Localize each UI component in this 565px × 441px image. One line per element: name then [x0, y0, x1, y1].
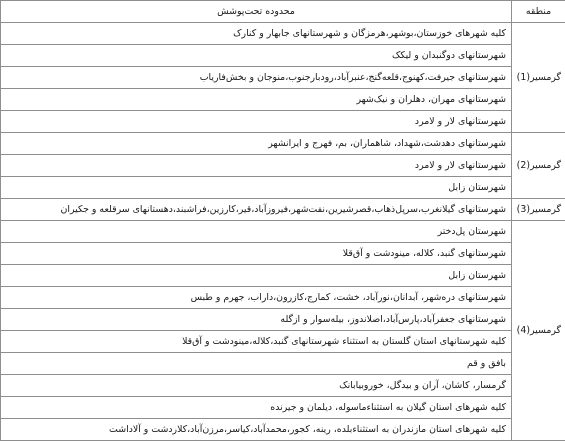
region-column-header: منطقه [512, 1, 565, 23]
coverage-cell: شهرستانهای دوگنبدان و لیکک [1, 45, 512, 67]
coverage-cell: شهرستانهای لار و لامرد [1, 111, 512, 133]
coverage-cell: شهرستانهای مهران، دهلران و نیک‌شهر [1, 89, 512, 111]
table-row [1, 419, 565, 441]
coverage-cell: شهرستان پل‌دختر [1, 221, 512, 243]
table-row [1, 375, 565, 397]
coverage-cell: شهرستانهای جعفرآباد،پارس‌آباد،اصلاندوز، بیله‌سوار و ازگله [1, 309, 512, 331]
coverage-cell: شهرستانهای دهدشت،شهداد، شاهماران، بم، فهرج و ایرانشهر [1, 133, 512, 155]
region-cell: گرمسیر(4) [512, 221, 565, 441]
table-row [1, 397, 565, 419]
table-body [1, 23, 565, 441]
coverage-cell: بافق و قم [1, 353, 512, 375]
coverage-column-header: محدوده تحت‌پوشش [1, 1, 512, 23]
table-row [1, 221, 565, 243]
table-row [1, 155, 565, 177]
table-row [1, 265, 565, 287]
table-row [1, 23, 565, 45]
table-row [1, 133, 565, 155]
coverage-cell: شهرستانهای جیرفت،کهنوج،قلعه‌گنج،عنبرآباد،رودبارجنوب،منوجان و بخش‌فاریاب [1, 67, 512, 89]
table-row [1, 309, 565, 331]
table-header-row [1, 1, 565, 23]
table-row [1, 353, 565, 375]
coverage-cell: کلیه شهرهای استان گیلان به استثناءماسوله، دیلمان و جیرنده [1, 397, 512, 419]
table-row [1, 199, 565, 221]
table-row [1, 45, 565, 67]
table-row [1, 89, 565, 111]
table-row [1, 177, 565, 199]
coverage-cell: شهرستانهای دره‌شهر، آبدانان،نورآباد، خشت، کمارج،کازرون،داراب، جهرم و طبس [1, 287, 512, 309]
table-row [1, 111, 565, 133]
coverage-cell: شهرستانهای لار و لامرد [1, 155, 512, 177]
coverage-cell: کلیه شهرهای خوزستان،بوشهر،هرمزگان و شهرستانهای جابهار و کنارک [1, 23, 512, 45]
region-cell: گرمسیر(2) [512, 133, 565, 199]
region-cell: گرمسیر(1) [512, 23, 565, 133]
table-row [1, 287, 565, 309]
region-cell: گرمسیر(3) [512, 199, 565, 221]
coverage-cell: شهرستانهای گیلانغرب،سرپل‌ذهاب،قصرشیرین،نفت‌شهر،فیروزآباد،قیر،کارزین،فراشبند،دهستانهای سرقلعه و جکیران [1, 199, 512, 221]
coverage-cell: شهرستانهای گنبد، کلاله، مینودشت و آق‌قلا [1, 243, 512, 265]
coverage-cell: کلیه شهرهای استان مازندران به استثناءبلده، رینه، کجور،محمدآباد،کیاسر،مرزن‌آباد،کلاردشت و آلاداشت [1, 419, 512, 441]
coverage-cell: شهرستان زابل [1, 265, 512, 287]
coverage-cell: کلیه شهرستانهای استان گلستان به استثناء شهرستانهای گنبد،کلاله،مینودشت و آق‌قلا [1, 331, 512, 353]
coverage-cell: شهرستان زابل [1, 177, 512, 199]
table-row [1, 331, 565, 353]
coverage-cell: گرمسار، کاشان، آران و بیدگل، خوروبیابانک [1, 375, 512, 397]
table-row [1, 243, 565, 265]
table-row [1, 67, 565, 89]
